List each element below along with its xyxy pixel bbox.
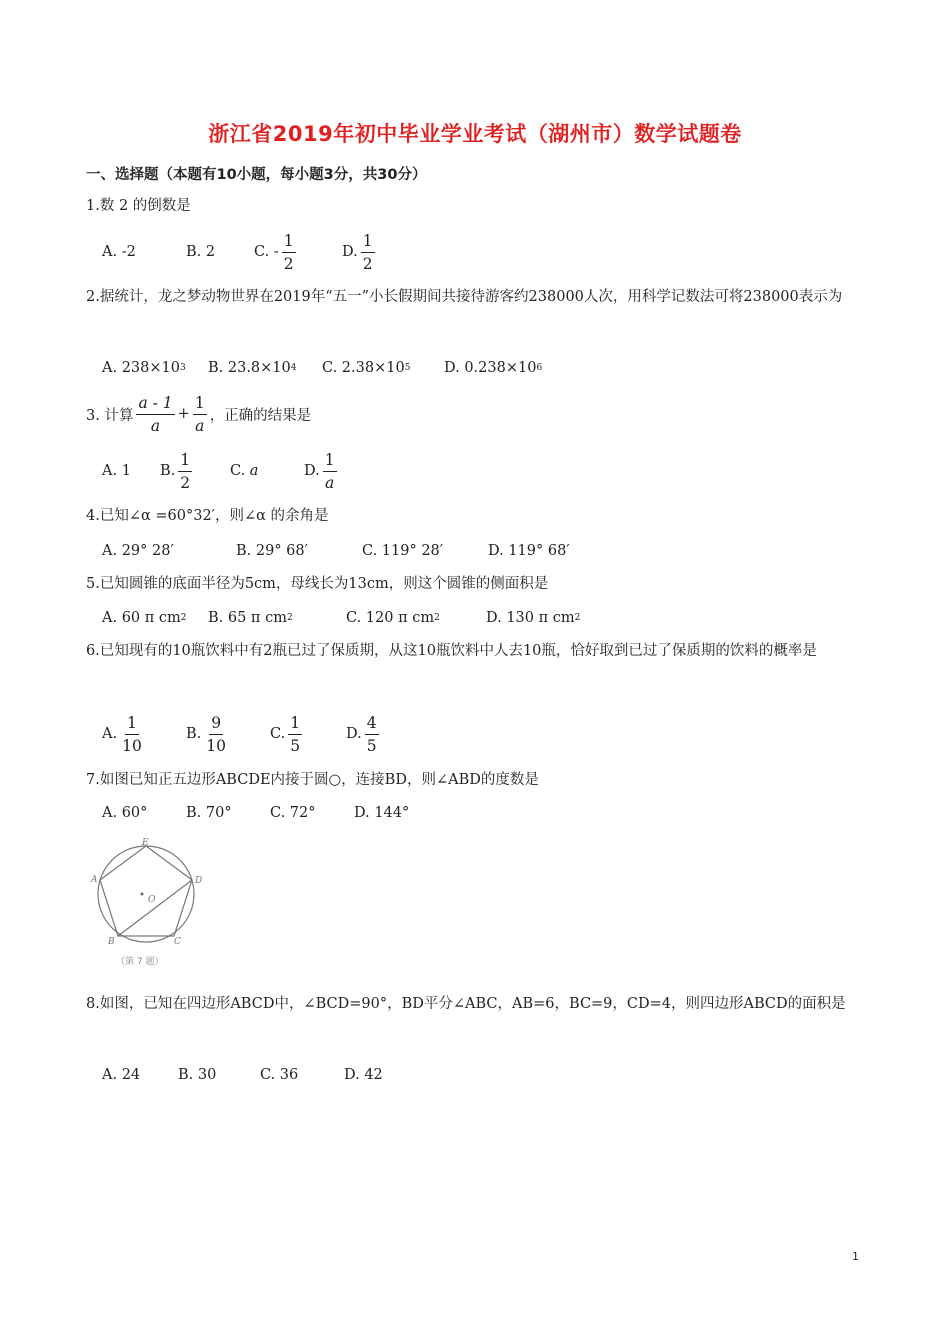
fraction: $\frac{1}{a}$ xyxy=(194,393,205,435)
q7-option-d: D. 144° xyxy=(354,805,410,821)
q2-option-d: D. 0.238×10 6 xyxy=(444,360,543,376)
q6-option-d: D. $\frac{4}{5}$ xyxy=(346,713,377,755)
question-4-stem: 4.已知∠α =60°32′，则∠α 的余角是 xyxy=(86,508,329,524)
label-c: C xyxy=(174,937,181,947)
q1-option-b: B. 2 xyxy=(186,244,216,260)
exam-page: 浙江省2019年初中毕业学业考试（湖州市）数学试题卷 一、选择题（本题有10小题，每小题3分，共30分） 1.数 2 的倒数是 A. -2 B. 2 C. - $\frac{1}{2}$ D. $\frac{1}{2}$ 2.据统计，龙之梦动物世界在2019年“五一”小长假期间共接待游客约238000人次，用科学记数法可将238000表示为 A. 238×10 3 B. 23.8×10 4 C. 2.38×10 5 D. 0.238×10 6 3. 计算 $\frac{a - 1}{a}$ + $\frac{1}{a}$ ，正确的结果是 A. 1 B. $\frac{1}{2}$ C. a D. $\frac{1}{a}$ 4.已知∠α =60°32′，则∠α 的余角是 A. 29° 28′ B. 29° 68′ C. 119° 28′ D. 119° 68′ 5.已知圆锥的底面半径为5cm，母线长为13cm，则这个圆锥的侧面积是 A. 60 π cm 2 B. 65 π cm 2 C. 120 π cm 2 D. 130 π cm 2 6.已知现有的10瓶饮料中有2瓶已过了保质期，从这10瓶饮料中人去10瓶，恰好取到已过了保质期的饮料的概率是 A. $\frac{1}{10}$ B. $\frac{9}{10}$ C. $\frac{1}{5}$ D. $\frac{4}{5}$ 7.如图已知正五边形ABCDE内接于圆○，连接BD，则∠ABD的度数是 A. 60° B. 70° C. 72° D. 144° E A D O B C （第 7 题） 8.如图，已知在四边形ABCD中，∠BCD=90°，BD平分∠ABC，AB=6，BC=9，CD=4，则四边形ABCD的面积是 A. 24 B. 30 C. 36 D. 42 1 xyxy=(0,0,950,1344)
q5-option-b: B. 65 π cm 2 xyxy=(208,610,293,626)
q2-option-b: B. 23.8×10 4 xyxy=(208,360,297,376)
question-2-stem: 2.据统计，龙之梦动物世界在2019年“五一”小长假期间共接待游客约238000人次，用科学记数法可将238000表示为 xyxy=(86,289,843,305)
fraction: $\frac{4}{5}$ xyxy=(366,713,377,755)
q5-option-d: D. 130 π cm 2 xyxy=(486,610,581,626)
q1-option-c: C. - $\frac{1}{2}$ xyxy=(254,231,294,273)
question-5-stem: 5.已知圆锥的底面半径为5cm，母线长为13cm，则这个圆锥的侧面积是 xyxy=(86,576,549,592)
q3-option-d: D. $\frac{1}{a}$ xyxy=(304,450,335,492)
q1-option-d: D. $\frac{1}{2}$ xyxy=(342,231,373,273)
q3-option-c: C. a xyxy=(230,463,259,479)
q7-option-a: A. 60° xyxy=(102,805,148,821)
fraction: $\frac{1}{10}$ xyxy=(122,713,142,755)
q6-option-a: A. $\frac{1}{10}$ xyxy=(102,713,142,755)
q8-option-c: C. 36 xyxy=(260,1067,299,1083)
page-number: 1 xyxy=(852,1250,859,1263)
pentagon-in-circle-figure xyxy=(90,836,210,972)
label-a: A xyxy=(91,875,98,885)
question-6-stem: 6.已知现有的10瓶饮料中有2瓶已过了保质期，从这10瓶饮料中人去10瓶，恰好取到已过了保质期的饮料的概率是 xyxy=(86,643,817,659)
label-e: E xyxy=(142,838,149,848)
q2-option-a: A. 238×10 3 xyxy=(102,360,186,376)
q8-option-a: A. 24 xyxy=(102,1067,141,1083)
q5-option-a: A. 60 π cm 2 xyxy=(102,610,187,626)
q4-option-a: A. 29° 28′ xyxy=(102,543,174,559)
q4-option-b: B. 29° 68′ xyxy=(236,543,308,559)
fraction: $\frac{1}{2}$ xyxy=(180,450,191,492)
q8-option-d: D. 42 xyxy=(344,1067,383,1083)
q8-option-b: B. 30 xyxy=(178,1067,217,1083)
question-7-stem: 7.如图已知正五边形ABCDE内接于圆○，连接BD，则∠ABD的度数是 xyxy=(86,772,539,788)
q1-option-a: A. -2 xyxy=(102,244,136,260)
q3-option-a: A. 1 xyxy=(102,463,131,479)
label-o: O xyxy=(148,895,156,905)
question-1-stem: 1.数 2 的倒数是 xyxy=(86,198,191,214)
label-d: D xyxy=(195,876,203,886)
section-heading: 一、选择题（本题有10小题，每小题3分，共30分） xyxy=(86,167,427,183)
page-title: 浙江省2019年初中毕业学业考试（湖州市）数学试题卷 xyxy=(208,122,742,146)
q5-option-c: C. 120 π cm 2 xyxy=(346,610,440,626)
figure-caption: （第 7 题） xyxy=(116,957,164,967)
q7-option-c: C. 72° xyxy=(270,805,316,821)
fraction: $\frac{a - 1}{a}$ xyxy=(138,393,173,435)
q4-option-c: C. 119° 28′ xyxy=(362,543,444,559)
circle-o xyxy=(98,846,194,942)
center-point xyxy=(141,893,144,896)
label-b: B xyxy=(108,937,115,947)
fraction: $\frac{1}{2}$ xyxy=(283,231,294,273)
fraction: $\frac{9}{10}$ xyxy=(206,713,226,755)
q6-option-b: B. $\frac{9}{10}$ xyxy=(186,713,226,755)
q3-option-b: B. $\frac{1}{2}$ xyxy=(160,450,191,492)
question-8-stem: 8.如图，已知在四边形ABCD中，∠BCD=90°，BD平分∠ABC，AB=6，BC=9，CD=4，则四边形ABCD的面积是 xyxy=(86,996,846,1012)
q2-option-c: C. 2.38×10 5 xyxy=(322,360,411,376)
fraction: $\frac{1}{5}$ xyxy=(290,713,301,755)
q6-option-c: C. $\frac{1}{5}$ xyxy=(270,713,301,755)
q4-option-d: D. 119° 68′ xyxy=(488,543,570,559)
fraction: $\frac{1}{2}$ xyxy=(362,231,373,273)
fraction: $\frac{1}{a}$ xyxy=(324,450,335,492)
q7-option-b: B. 70° xyxy=(186,805,232,821)
